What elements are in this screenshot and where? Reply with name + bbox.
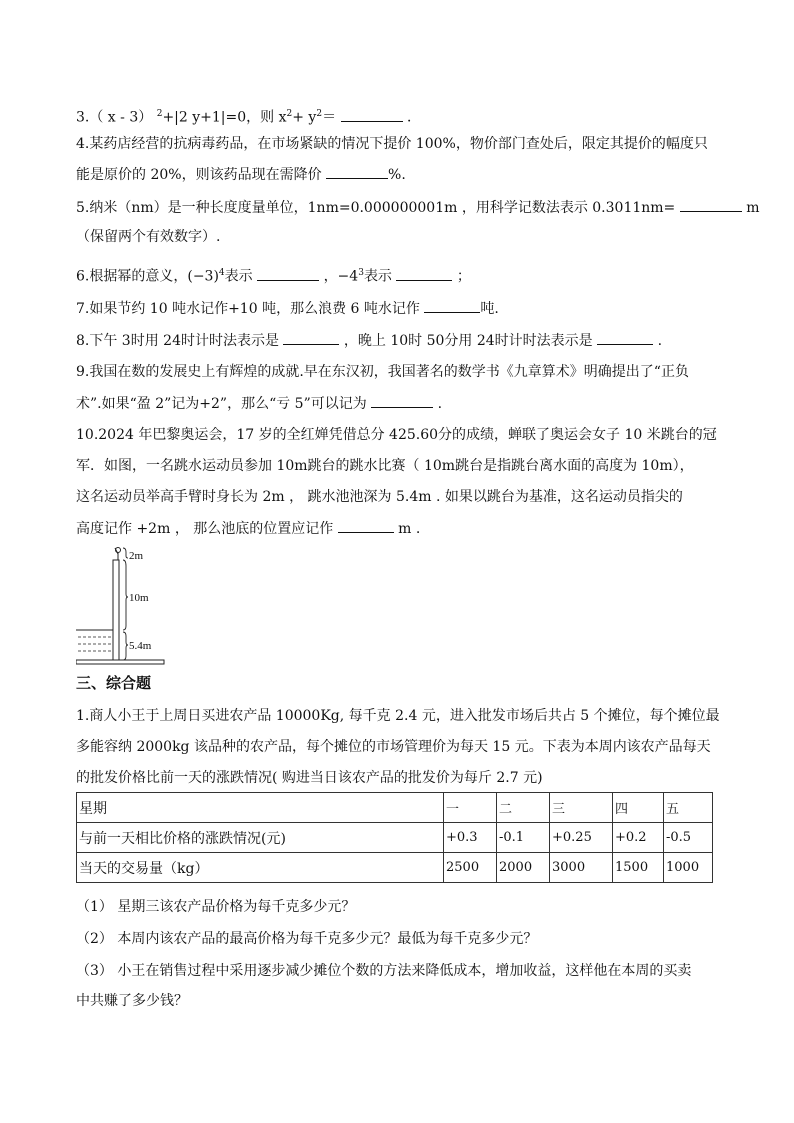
question-10-line3: 这名运动员举高手臂时身长为 2m ， 跳水池池深为 5.4m . 如果以跳台为基准，这名运动员指尖的 [76,489,683,505]
question-9-line2: 术”.如果“盈 2”记为+2”，那么“亏 5”可以记为 . [76,393,442,414]
table-cell: 2000 [497,853,550,883]
diving-diagram [76,546,176,668]
table-row [77,793,713,823]
table-cell: 星期 [77,793,444,823]
table-cell: 1000 [664,853,713,883]
answer-blank [341,107,403,122]
table-row [77,853,713,883]
question-9-line1: 9.我国在数的发展史上有辉煌的成就.早在东汉初，我国著名的数学书《九章算术》明确提出了“正负 [76,364,689,380]
problem-1-line3: 的批发价格比前一天的涨跌情况( 购进当日该农产品的批发价为每斤 2.7 元) [76,770,543,786]
answer-blank [424,298,480,313]
pool-bottom [76,660,164,664]
question-4-line1: 4.某药店经营的抗病毒药品，在市场紧缺的情况下提价 100%，物价部门查处后，限定其提价的幅度只 [76,136,708,152]
answer-blank [597,330,653,345]
question-10-line2: 军．如图，一名跳水运动员参加 10m跳台的跳水比赛（ 10m跳台是指跳台离水面的高度为 10m）， [76,458,694,474]
table-cell: 二 [497,793,550,823]
answer-blank [326,164,388,179]
price-table [76,792,713,883]
answer-blank [371,393,433,408]
table-cell: 3000 [550,853,613,883]
table-cell: -0.1 [497,823,550,853]
problem-1-line1: 1.商人小王于上周日买进农产品 10000Kg, 每千克 2.4 元，进入批发市场后共占 5 个摊位，每个摊位最 [76,708,720,724]
subquestion-3-line2: 中共赚了多少钱？ [76,993,188,1009]
subquestion-2: （2） 本周内该农产品的最高价格为每千克多少元？最低为每千克多少元？ [76,931,538,947]
question-7: 7.如果节约 10 吨水记作+10 吨，那么浪费 6 吨水记作 吨. [76,298,499,319]
problem-1-line2: 多能容纳 2000kg 该品种的农产品，每个摊位的市场管理价为每天 15 元。下表为本周内该农产品每天 [76,739,711,755]
section-title: 三、综合题 [76,674,152,692]
question-10-line4: 高度记作 +2m ， 那么池底的位置应记作 m . [76,518,420,539]
question-5-line1: 5.纳米（nm）是一种长度度量单位，1nm=0.000000001m ，用科学记数法表示 0.3011nm= m [76,197,759,218]
table-cell: +0.2 [613,823,664,853]
brace-2m [123,548,128,558]
table-row [77,823,713,853]
question-5-line2: （保留两个有效数字）. [76,229,221,245]
table-cell: 2500 [444,853,497,883]
subquestion-3-line1: （3） 小王在销售过程中采用逐步减少摊位个数的方法来降低成本，增加收益，这样他在本周的买卖 [76,963,692,979]
table-cell: +0.25 [550,823,613,853]
table-cell: 四 [613,793,664,823]
subquestion-1: （1） 星期三该农产品价格为每千克多少元？ [76,899,356,915]
question-6: 6.根据幂的意义，$(-3)^4$表示 ，$-4^3$表示 ； [76,263,471,287]
table-cell: -0.5 [664,823,713,853]
question-8: 8.下午 3时用 24时计时法表示是 ，晚上 10时 50分用 24时计时法表示是 . [76,330,662,351]
table-cell: 一 [444,793,497,823]
water-lines [76,630,113,651]
question-10-line1: 10.2024 年巴黎奥运会，17 岁的全红婵凭借总分 425.60分的成绩，蝉联了奥运会女子 10 米跳台的冠 [76,427,717,443]
label-10m: 10m [129,592,149,604]
table-cell: 1500 [613,853,664,883]
table-cell: 五 [664,793,713,823]
brace-10m [123,560,128,630]
brace-5.4m [123,632,128,660]
answer-blank [257,266,319,281]
table-cell: 当天的交易量（kg） [77,853,444,883]
label-2m: 2m [129,550,144,562]
question-4-line2: 能是原价的 20%，则该药品现在需降价 %. [76,164,406,185]
table-cell: +0.3 [444,823,497,853]
table-cell: 与前一天相比价格的涨跌情况(元) [77,823,444,853]
table-cell: 三 [550,793,613,823]
answer-blank [680,197,742,212]
diving-platform [113,560,119,660]
question-3: 3.（ x - 3） $^2$+|2 y+1|=0，则 $x^2+ y^2=$ ． [76,104,421,128]
diver-figure [115,548,121,561]
answer-blank [283,330,339,345]
label-5.4m: 5.4m [129,640,152,652]
answer-blank [338,518,394,533]
answer-blank [396,266,452,281]
